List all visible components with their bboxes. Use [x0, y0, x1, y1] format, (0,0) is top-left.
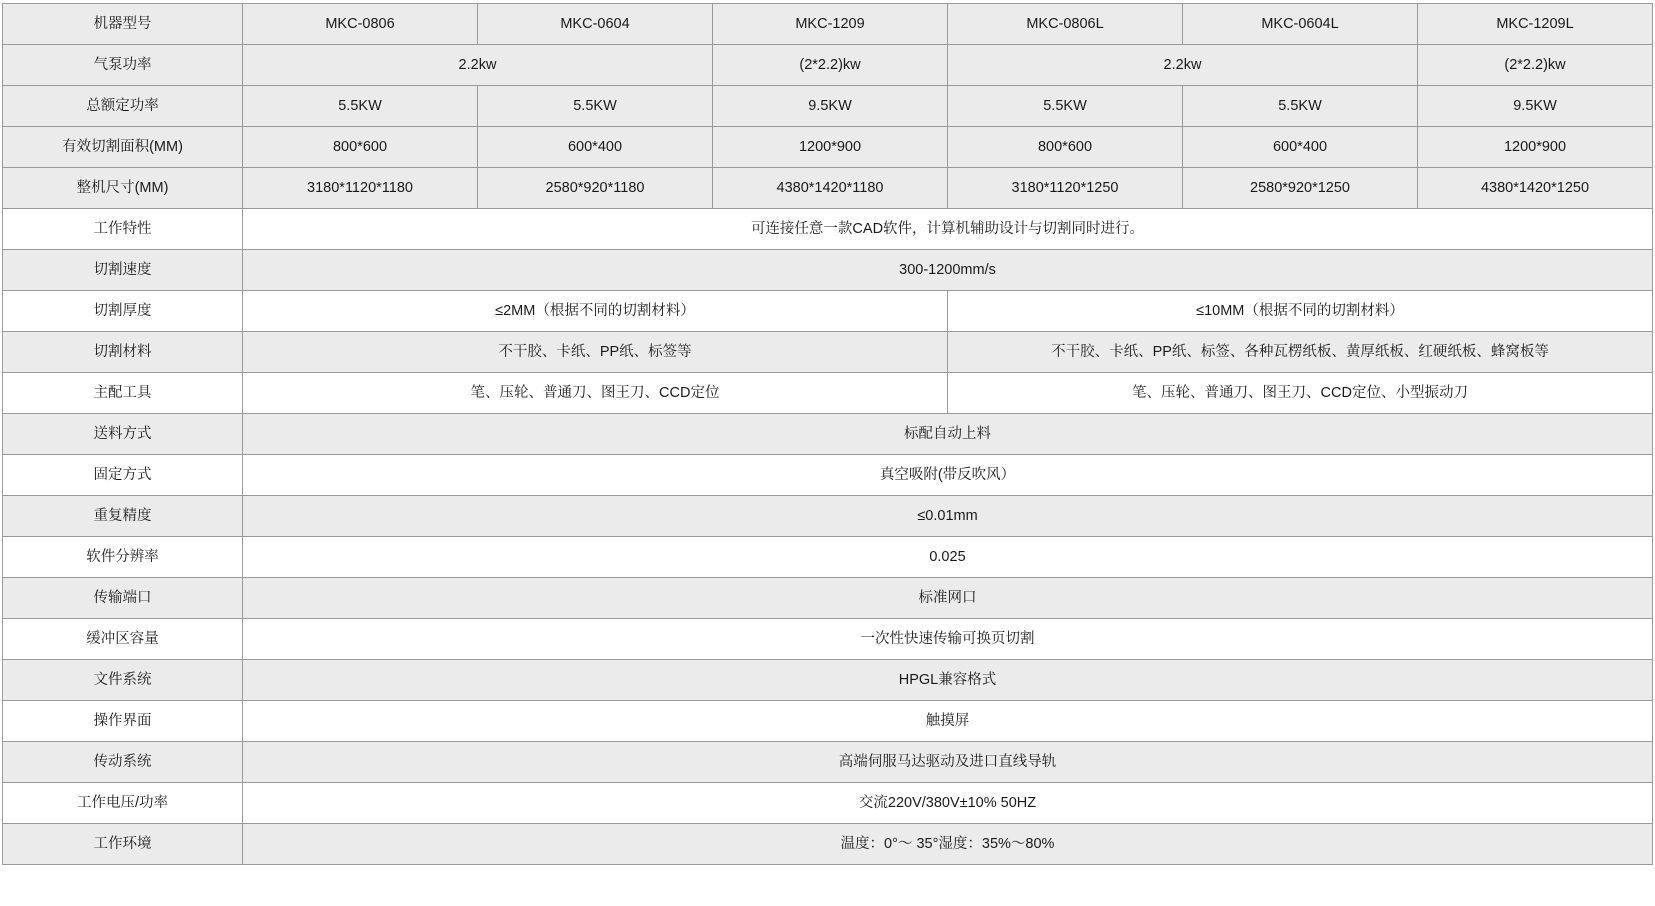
table-cell: 600*400: [478, 127, 713, 168]
row-label: 软件分辨率: [3, 537, 243, 578]
row-label: 有效切割面积(MM): [3, 127, 243, 168]
row-label: 文件系统: [3, 660, 243, 701]
table-row: [3, 824, 1653, 865]
table-cell: 5.5KW: [948, 86, 1183, 127]
table-cell: 5.5KW: [243, 86, 478, 127]
row-label: 工作电压/功率: [3, 783, 243, 824]
table-cell: 不干胶、卡纸、PP纸、标签、各种瓦楞纸板、黄厚纸板、红硬纸板、蜂窝板等: [948, 332, 1653, 373]
row-label: 重复精度: [3, 496, 243, 537]
table-cell: ≤2MM（根据不同的切割材料）: [243, 291, 948, 332]
table-cell: 300-1200mm/s: [243, 250, 1653, 291]
table-cell: 笔、压轮、普通刀、图王刀、CCD定位: [243, 373, 948, 414]
table-cell: 标准网口: [243, 578, 1653, 619]
table-cell: 600*400: [1183, 127, 1418, 168]
table-cell: 1200*900: [713, 127, 948, 168]
row-label: 总额定功率: [3, 86, 243, 127]
table-row: [3, 701, 1653, 742]
table-row: [3, 619, 1653, 660]
table-cell: 5.5KW: [1183, 86, 1418, 127]
table-cell: 交流220V/380V±10% 50HZ: [243, 783, 1653, 824]
table-row: [3, 783, 1653, 824]
table-cell: 温度：0°～ 35°湿度：35%～80%: [243, 824, 1653, 865]
row-label: 切割材料: [3, 332, 243, 373]
table-cell: 9.5KW: [1418, 86, 1653, 127]
table-cell: 2.2kw: [243, 45, 713, 86]
row-label: 传输端口: [3, 578, 243, 619]
table-cell: 2580*920*1250: [1183, 168, 1418, 209]
table-cell: 4380*1420*1250: [1418, 168, 1653, 209]
table-row: [3, 332, 1653, 373]
row-label: 工作特性: [3, 209, 243, 250]
table-cell: 0.025: [243, 537, 1653, 578]
row-label: 操作界面: [3, 701, 243, 742]
table-row: [3, 45, 1653, 86]
model-header-cell: MKC-0806: [243, 4, 478, 45]
row-label: 切割厚度: [3, 291, 243, 332]
row-label: 缓冲区容量: [3, 619, 243, 660]
table-cell: HPGL兼容格式: [243, 660, 1653, 701]
table-row: [3, 742, 1653, 783]
specification-table-body: [3, 4, 1653, 865]
table-row: [3, 291, 1653, 332]
table-cell: (2*2.2)kw: [713, 45, 948, 86]
model-header-cell: MKC-1209L: [1418, 4, 1653, 45]
table-cell: 可连接任意一款CAD软件，计算机辅助设计与切割同时进行。: [243, 209, 1653, 250]
table-cell: 不干胶、卡纸、PP纸、标签等: [243, 332, 948, 373]
table-row: [3, 209, 1653, 250]
table-cell: 800*600: [948, 127, 1183, 168]
row-label: 切割速度: [3, 250, 243, 291]
table-cell: 高端伺服马达驱动及进口直线导轨: [243, 742, 1653, 783]
model-header-cell: MKC-0604L: [1183, 4, 1418, 45]
model-header-cell: MKC-0806L: [948, 4, 1183, 45]
table-cell: 3180*1120*1180: [243, 168, 478, 209]
row-label: 送料方式: [3, 414, 243, 455]
table-cell: 标配自动上料: [243, 414, 1653, 455]
table-row: [3, 86, 1653, 127]
table-row: [3, 455, 1653, 496]
table-row: [3, 168, 1653, 209]
model-header-cell: MKC-0604: [478, 4, 713, 45]
model-header-cell: MKC-1209: [713, 4, 948, 45]
row-label: 传动系统: [3, 742, 243, 783]
table-cell: 触摸屏: [243, 701, 1653, 742]
row-label: 气泵功率: [3, 45, 243, 86]
table-cell: 4380*1420*1180: [713, 168, 948, 209]
table-row: [3, 414, 1653, 455]
table-cell: 笔、压轮、普通刀、图王刀、CCD定位、小型振动刀: [948, 373, 1653, 414]
table-row: [3, 578, 1653, 619]
table-cell: 800*600: [243, 127, 478, 168]
row-label: 机器型号: [3, 4, 243, 45]
specification-table: [2, 3, 1653, 865]
table-row: [3, 127, 1653, 168]
table-cell: 9.5KW: [713, 86, 948, 127]
table-row: [3, 660, 1653, 701]
table-cell: 3180*1120*1250: [948, 168, 1183, 209]
table-row: [3, 4, 1653, 45]
table-cell: 1200*900: [1418, 127, 1653, 168]
table-cell: (2*2.2)kw: [1418, 45, 1653, 86]
row-label: 固定方式: [3, 455, 243, 496]
table-row: [3, 537, 1653, 578]
row-label: 主配工具: [3, 373, 243, 414]
table-cell: 一次性快速传输可换页切割: [243, 619, 1653, 660]
row-label: 工作环境: [3, 824, 243, 865]
table-cell: 2.2kw: [948, 45, 1418, 86]
table-cell: ≤10MM（根据不同的切割材料）: [948, 291, 1653, 332]
row-label: 整机尺寸(MM): [3, 168, 243, 209]
table-cell: 5.5KW: [478, 86, 713, 127]
table-cell: 真空吸附(带反吹风）: [243, 455, 1653, 496]
table-row: [3, 250, 1653, 291]
table-cell: 2580*920*1180: [478, 168, 713, 209]
table-row: [3, 496, 1653, 537]
table-row: [3, 373, 1653, 414]
table-cell: ≤0.01mm: [243, 496, 1653, 537]
